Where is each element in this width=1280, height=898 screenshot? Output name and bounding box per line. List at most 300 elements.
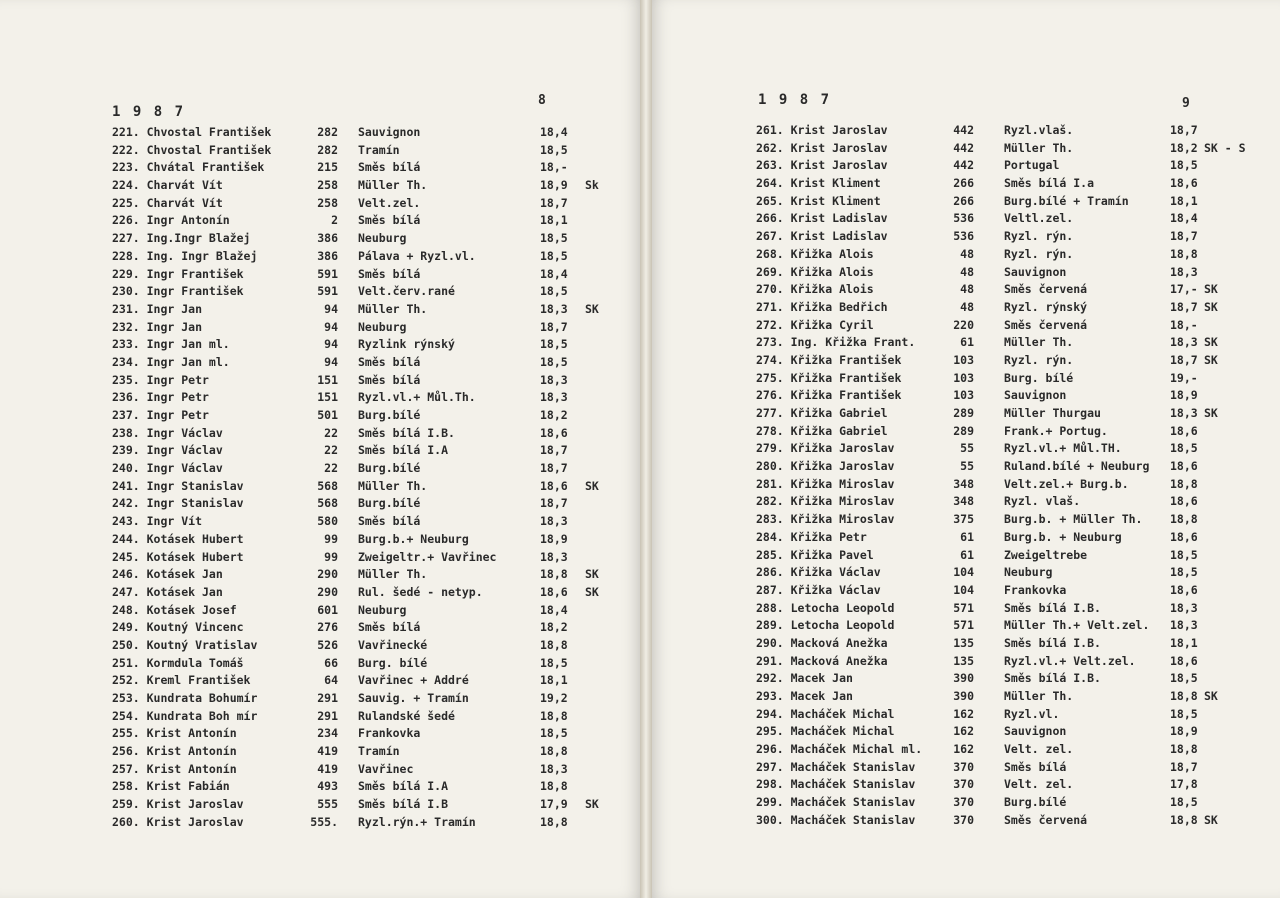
right-page-year: 1 9 8 7: [758, 92, 832, 108]
entry-code: 234: [317, 726, 338, 741]
entry-code: 568: [317, 478, 338, 493]
entry-variety: Velt.zel.+ Burg.b.: [1004, 476, 1129, 491]
entry-score: 18,7: [540, 461, 568, 476]
entry-row: [112, 319, 632, 337]
entry-grower-name: 269. Křižka Alois: [756, 264, 874, 279]
entry-code: 61: [960, 335, 974, 350]
entry-code: 22: [324, 443, 338, 458]
entry-grower-name: 293. Macek Jan: [756, 689, 853, 703]
entry-row: [756, 264, 1271, 282]
entry-grower-name: 251. Kormdula Tomáš: [112, 655, 244, 670]
entry-grower-name: 264. Krist Kliment: [756, 176, 881, 191]
entry-variety: Rulandské šedé: [358, 708, 455, 723]
entry-note: SK: [1204, 812, 1218, 827]
entry-score: 18,9: [1170, 388, 1198, 403]
entry-variety: Müller Th.: [1004, 689, 1074, 703]
entry-grower-name: 287. Křižka Václav: [756, 582, 881, 597]
entry-note: SK - S: [1204, 140, 1246, 155]
entry-row: [756, 458, 1271, 476]
entry-score: 18,6: [1170, 423, 1198, 438]
entry-grower-name: 267. Krist Ladislav: [756, 229, 888, 244]
entry-score: 18,8: [1170, 476, 1198, 491]
entry-row: [756, 529, 1271, 547]
entry-score: 18,3: [540, 390, 568, 405]
entry-grower-name: 277. Křižka Gabriel: [756, 406, 888, 420]
entry-grower-name: 242. Ingr Stanislav: [112, 496, 244, 511]
entry-variety: Müller Th.: [358, 567, 428, 582]
book-gutter: [640, 0, 652, 898]
entry-grower-name: 295. Macháček Michal: [756, 724, 895, 739]
entry-grower-name: 286. Křižka Václav: [756, 565, 881, 580]
entry-grower-name: 229. Ingr František: [112, 266, 244, 281]
entry-variety: Sauvignon: [1004, 724, 1067, 739]
entry-variety: Tramín: [358, 744, 400, 759]
entry-grower-name: 275. Křižka František: [756, 370, 902, 385]
entry-score: 18,7: [540, 496, 568, 511]
entry-variety: Ryzl. vlaš.: [1004, 494, 1081, 509]
entry-code: 290: [317, 567, 338, 582]
entry-code: 22: [324, 425, 338, 440]
entry-grower-name: 227. Ing.Ingr Blažej: [112, 231, 251, 246]
entry-grower-name: 261. Krist Jaroslav: [756, 123, 888, 137]
entry-variety: Müller Th.+ Velt.zel.: [1004, 618, 1150, 633]
entry-grower-name: 253. Kundrata Bohumír: [112, 691, 258, 705]
entry-variety: Vavřinec + Addré: [358, 673, 469, 688]
entry-code: 282: [317, 142, 338, 157]
entry-variety: Velt. zel.: [1004, 742, 1074, 757]
entry-score: 17,-: [1170, 282, 1198, 297]
entry-score: 18,6: [1170, 494, 1198, 509]
entry-variety: Směs bílá: [358, 620, 421, 635]
entry-note: SK: [585, 478, 599, 493]
entry-grower-name: 294. Macháček Michal: [756, 706, 895, 721]
entry-score: 18,6: [1170, 529, 1198, 544]
entry-grower-name: 240. Ingr Václav: [112, 461, 223, 476]
entry-grower-name: 250. Koutný Vratislav: [112, 637, 258, 652]
entry-score: 18,6: [1170, 459, 1198, 474]
entry-grower-name: 272. Křižka Cyril: [756, 317, 874, 332]
entry-note: SK: [585, 567, 599, 582]
entry-score: 18,-: [1170, 317, 1198, 332]
entry-code: 386: [317, 248, 338, 263]
entry-grower-name: 290. Macková Anežka: [756, 635, 888, 650]
entry-variety: Vavřinec: [358, 761, 414, 776]
entry-score: 18,5: [540, 354, 568, 369]
entry-row: [112, 566, 632, 584]
entry-variety: Pálava + Ryzl.vl.: [358, 248, 476, 263]
entry-variety: Müller Th.: [1004, 140, 1074, 155]
entry-row: [112, 655, 632, 673]
entry-row: [112, 212, 632, 230]
entry-variety: Portugal: [1004, 158, 1060, 173]
entry-grower-name: 232. Ingr Jan: [112, 319, 203, 334]
entry-variety: Směs červená: [1004, 282, 1088, 297]
entry-variety: Ryzl. rýn.: [1004, 246, 1074, 261]
entry-variety: Tramín: [358, 142, 400, 157]
entry-note: SK: [585, 797, 599, 812]
entry-row: [756, 175, 1271, 193]
entry-code: 390: [953, 689, 974, 703]
entry-code: 571: [953, 618, 974, 633]
entry-code: 419: [317, 744, 338, 759]
entry-grower-name: 271. Křižka Bedřich: [756, 299, 888, 314]
entry-note: SK: [1204, 335, 1218, 350]
entry-variety: Směs bílá: [358, 354, 421, 369]
entry-variety: Velt.červ.rané: [358, 284, 455, 299]
entry-row: [756, 317, 1271, 335]
entry-code: 61: [960, 529, 974, 544]
entry-code: 266: [953, 193, 974, 208]
entry-score: 19,2: [540, 691, 568, 705]
entry-row: [112, 549, 632, 567]
entry-score: 18,5: [540, 655, 568, 670]
entry-grower-name: 258. Krist Fabián: [112, 779, 230, 794]
entry-variety: Burg. bílé: [1004, 370, 1074, 385]
entry-code: 591: [317, 284, 338, 299]
entry-note: SK: [1204, 689, 1218, 703]
entry-score: 18,3: [540, 761, 568, 776]
entry-code: 555.: [310, 814, 338, 829]
entry-grower-name: 255. Krist Antonín: [112, 726, 237, 741]
entry-score: 18,4: [1170, 211, 1198, 226]
entry-row: [756, 281, 1271, 299]
entry-variety: Ryzlink rýnský: [358, 337, 455, 352]
entry-code: 2: [331, 213, 338, 228]
entry-variety: Velt. zel.: [1004, 777, 1074, 792]
right-page: [652, 0, 1280, 898]
entry-variety: Sauvignon: [1004, 264, 1067, 279]
entry-score: 18,7: [540, 443, 568, 458]
entry-code: 282: [317, 125, 338, 139]
entry-variety: Směs bílá I.A: [358, 779, 449, 794]
entry-row: [112, 442, 632, 460]
entry-code: 55: [960, 441, 974, 456]
entry-variety: Směs bílá I.A: [358, 443, 449, 458]
entry-score: 18,6: [1170, 176, 1198, 191]
entry-code: 61: [960, 547, 974, 562]
entry-variety: Směs bílá: [358, 266, 421, 281]
entry-code: 48: [960, 246, 974, 261]
entry-variety: Ryzl. rýn.: [1004, 229, 1074, 244]
entry-variety: Burg.bílé: [358, 496, 421, 511]
entry-code: 348: [953, 494, 974, 509]
entry-variety: Sauvignon: [358, 125, 421, 139]
entry-row: [112, 796, 632, 814]
entry-code: 162: [953, 724, 974, 739]
entry-score: 18,3: [1170, 600, 1198, 615]
entry-score: 17,9: [540, 797, 568, 812]
entry-variety: Müller Thurgau: [1004, 406, 1101, 420]
entry-row: [112, 743, 632, 761]
entry-score: 18,6: [1170, 653, 1198, 668]
entry-code: 258: [317, 195, 338, 210]
left-page-number: 8: [538, 93, 546, 108]
entry-row: [112, 177, 632, 195]
entry-score: 18,5: [540, 726, 568, 741]
entry-code: 258: [317, 178, 338, 193]
entry-variety: Směs bílá I.B.: [1004, 635, 1101, 650]
entry-code: 48: [960, 282, 974, 297]
entry-code: 291: [317, 691, 338, 705]
entry-row: [756, 759, 1271, 777]
entry-grower-name: 226. Ingr Antonín: [112, 213, 230, 228]
entry-row: [756, 635, 1271, 653]
entry-grower-name: 221. Chvostal František: [112, 125, 272, 139]
entry-grower-name: 254. Kundrata Boh mír: [112, 708, 258, 723]
entry-score: 18,5: [1170, 565, 1198, 580]
entry-variety: Směs červená: [1004, 812, 1088, 827]
entry-code: 601: [317, 602, 338, 617]
entry-variety: Směs bílá: [358, 213, 421, 228]
entry-score: 18,8: [540, 814, 568, 829]
entry-row: [112, 460, 632, 478]
entry-row: [756, 582, 1271, 600]
entry-grower-name: 266. Krist Ladislav: [756, 211, 888, 226]
entry-row: [756, 706, 1271, 724]
entry-score: 18,6: [540, 584, 568, 599]
entry-note: SK: [585, 301, 599, 316]
entry-score: 18,7: [1170, 229, 1198, 244]
entry-row: [112, 637, 632, 655]
entry-code: 55: [960, 459, 974, 474]
entry-grower-name: 270. Křižka Alois: [756, 282, 874, 297]
entry-code: 442: [953, 140, 974, 155]
entry-variety: Neuburg: [358, 602, 407, 617]
entry-score: 18,9: [540, 178, 568, 193]
entry-grower-name: 257. Krist Antonín: [112, 761, 237, 776]
entry-score: 18,5: [1170, 671, 1198, 686]
entry-code: 64: [324, 673, 338, 688]
entry-code: 370: [953, 777, 974, 792]
entry-row: [112, 283, 632, 301]
entry-score: 18,5: [540, 142, 568, 157]
entry-code: 571: [953, 600, 974, 615]
entry-row: [756, 670, 1271, 688]
entry-variety: Směs bílá I.a: [1004, 176, 1095, 191]
entry-variety: Rul. šedé - netyp.: [358, 584, 483, 599]
entry-code: 135: [953, 635, 974, 650]
entry-grower-name: 268. Křižka Alois: [756, 246, 874, 261]
entry-score: 18,3: [1170, 618, 1198, 633]
entry-note: Sk: [585, 178, 599, 193]
entry-variety: Sauvignon: [1004, 388, 1067, 403]
entry-row: [756, 157, 1271, 175]
entry-row: [112, 478, 632, 496]
entry-score: 18,7: [1170, 123, 1198, 137]
entry-score: 18,6: [1170, 582, 1198, 597]
entry-code: 151: [317, 372, 338, 387]
entry-score: 18,5: [1170, 441, 1198, 456]
entry-score: 18,3: [540, 372, 568, 387]
entry-score: 18,9: [540, 531, 568, 546]
entry-row: [112, 584, 632, 602]
entry-row: [756, 723, 1271, 741]
entry-score: 18,6: [540, 478, 568, 493]
entry-grower-name: 228. Ing. Ingr Blažej: [112, 248, 258, 263]
entry-grower-name: 241. Ingr Stanislav: [112, 478, 244, 493]
entry-code: 555: [317, 797, 338, 812]
entry-variety: Burg.b. + Müller Th.: [1004, 512, 1143, 527]
entry-score: 18,8: [540, 744, 568, 759]
entry-score: 18,2: [1170, 140, 1198, 155]
entry-code: 99: [324, 549, 338, 564]
entry-grower-name: 230. Ingr František: [112, 284, 244, 299]
entry-code: 104: [953, 565, 974, 580]
entry-variety: Směs červená: [1004, 317, 1088, 332]
entry-row: [756, 246, 1271, 264]
entry-score: 18,3: [540, 301, 568, 316]
entry-variety: Ryzl.vlaš.: [1004, 123, 1074, 137]
entry-grower-name: 262. Krist Jaroslav: [756, 140, 888, 155]
entry-grower-name: 224. Charvát Vít: [112, 178, 223, 193]
right-entry-list: [756, 122, 1271, 830]
entry-row: [756, 812, 1271, 830]
entry-row: [112, 336, 632, 354]
entry-row: [112, 142, 632, 160]
entry-grower-name: 237. Ingr Petr: [112, 408, 209, 422]
entry-variety: Müller Th.: [358, 478, 428, 493]
entry-grower-name: 256. Krist Antonín: [112, 744, 237, 759]
entry-grower-name: 289. Letocha Leopold: [756, 618, 895, 633]
entry-code: 94: [324, 354, 338, 369]
entry-grower-name: 225. Charvát Vít: [112, 195, 223, 210]
entry-code: 536: [953, 229, 974, 244]
entry-variety: Směs bílá: [358, 372, 421, 387]
entry-code: 103: [953, 388, 974, 403]
entry-variety: Frank.+ Portug.: [1004, 423, 1108, 438]
entry-score: 18,7: [1170, 299, 1198, 314]
entry-row: [756, 476, 1271, 494]
entry-code: 289: [953, 423, 974, 438]
entry-score: 18,8: [540, 567, 568, 582]
entry-row: [112, 761, 632, 779]
entry-grower-name: 235. Ingr Petr: [112, 372, 209, 387]
entry-grower-name: 292. Macek Jan: [756, 671, 853, 686]
entry-code: 568: [317, 496, 338, 511]
entry-code: 94: [324, 337, 338, 352]
entry-row: [112, 619, 632, 637]
entry-score: 18,5: [540, 248, 568, 263]
entry-row: [756, 352, 1271, 370]
entry-score: 18,1: [540, 213, 568, 228]
entry-code: 348: [953, 476, 974, 491]
entry-row: [112, 389, 632, 407]
entry-variety: Ryzl.vl.: [1004, 706, 1060, 721]
entry-variety: Frankovka: [1004, 582, 1067, 597]
entry-note: SK: [1204, 299, 1218, 314]
entry-code: 591: [317, 266, 338, 281]
entry-grower-name: 231. Ingr Jan: [112, 301, 203, 316]
entry-variety: Ryzl.vl.+ Můl.Th.: [358, 390, 476, 405]
entry-grower-name: 281. Křižka Miroslav: [756, 476, 895, 491]
entry-code: 386: [317, 231, 338, 246]
entry-code: 103: [953, 370, 974, 385]
entry-row: [112, 425, 632, 443]
entry-code: 94: [324, 319, 338, 334]
entry-row: [756, 299, 1271, 317]
entry-code: 375: [953, 512, 974, 527]
entry-variety: Burg.b. + Neuburg: [1004, 529, 1122, 544]
entry-code: 220: [953, 317, 974, 332]
entry-code: 291: [317, 708, 338, 723]
entry-row: [112, 513, 632, 531]
entry-variety: Zweigeltr.+ Vavřinec: [358, 549, 497, 564]
entry-code: 276: [317, 620, 338, 635]
entry-score: 18,8: [1170, 246, 1198, 261]
entry-code: 419: [317, 761, 338, 776]
entry-grower-name: 234. Ingr Jan ml.: [112, 354, 230, 369]
entry-code: 94: [324, 301, 338, 316]
entry-score: 18,3: [1170, 264, 1198, 279]
entry-grower-name: 283. Křižka Miroslav: [756, 512, 895, 527]
entry-row: [756, 547, 1271, 565]
entry-grower-name: 252. Kreml František: [112, 673, 251, 688]
entry-score: 19,-: [1170, 370, 1198, 385]
entry-row: [756, 423, 1271, 441]
entry-score: 18,5: [1170, 158, 1198, 173]
entry-score: 18,5: [540, 284, 568, 299]
entry-variety: Ryzl.vl.+ Můl.TH.: [1004, 441, 1122, 456]
entry-score: 18,8: [540, 637, 568, 652]
entry-score: 18,4: [540, 266, 568, 281]
entry-code: 536: [953, 211, 974, 226]
entry-code: 151: [317, 390, 338, 405]
entry-grower-name: 274. Křižka František: [756, 352, 902, 367]
right-page-number: 9: [1182, 96, 1190, 111]
entry-code: 493: [317, 779, 338, 794]
entry-score: 18,3: [1170, 406, 1198, 420]
entry-score: 18,7: [1170, 352, 1198, 367]
entry-grower-name: 297. Macháček Stanislav: [756, 759, 916, 774]
entry-note: SK: [1204, 406, 1218, 420]
entry-variety: Burg.bílé + Tramín: [1004, 193, 1129, 208]
entry-score: 18,8: [540, 779, 568, 794]
entry-row: [756, 653, 1271, 671]
entry-code: 390: [953, 671, 974, 686]
entry-grower-name: 247. Kotásek Jan: [112, 584, 223, 599]
entry-row: [112, 195, 632, 213]
entry-row: [112, 672, 632, 690]
entry-score: 18,8: [1170, 512, 1198, 527]
entry-row: [756, 617, 1271, 635]
entry-variety: Ryzl. rýnský: [1004, 299, 1088, 314]
entry-score: 18,-: [540, 160, 568, 175]
entry-row: [756, 511, 1271, 529]
entry-row: [112, 230, 632, 248]
entry-score: 18,3: [540, 514, 568, 529]
entry-grower-name: 249. Koutný Vincenc: [112, 620, 244, 635]
entry-grower-name: 284. Křižka Petr: [756, 529, 867, 544]
entry-grower-name: 265. Krist Kliment: [756, 193, 881, 208]
entry-score: 18,1: [540, 673, 568, 688]
entry-row: [112, 266, 632, 284]
entry-code: 22: [324, 461, 338, 476]
entry-grower-name: 291. Macková Anežka: [756, 653, 888, 668]
entry-row: [112, 407, 632, 425]
entry-grower-name: 263. Krist Jaroslav: [756, 158, 888, 173]
entry-score: 18,4: [540, 125, 568, 139]
entry-row: [756, 440, 1271, 458]
entry-row: [756, 210, 1271, 228]
entry-row: [112, 690, 632, 708]
entry-row: [756, 334, 1271, 352]
entry-variety: Ryzl. rýn.: [1004, 352, 1074, 367]
entry-note: SK: [1204, 352, 1218, 367]
entry-grower-name: 246. Kotásek Jan: [112, 567, 223, 582]
entry-code: 501: [317, 408, 338, 422]
entry-row: [756, 776, 1271, 794]
entry-grower-name: 238. Ingr Václav: [112, 425, 223, 440]
